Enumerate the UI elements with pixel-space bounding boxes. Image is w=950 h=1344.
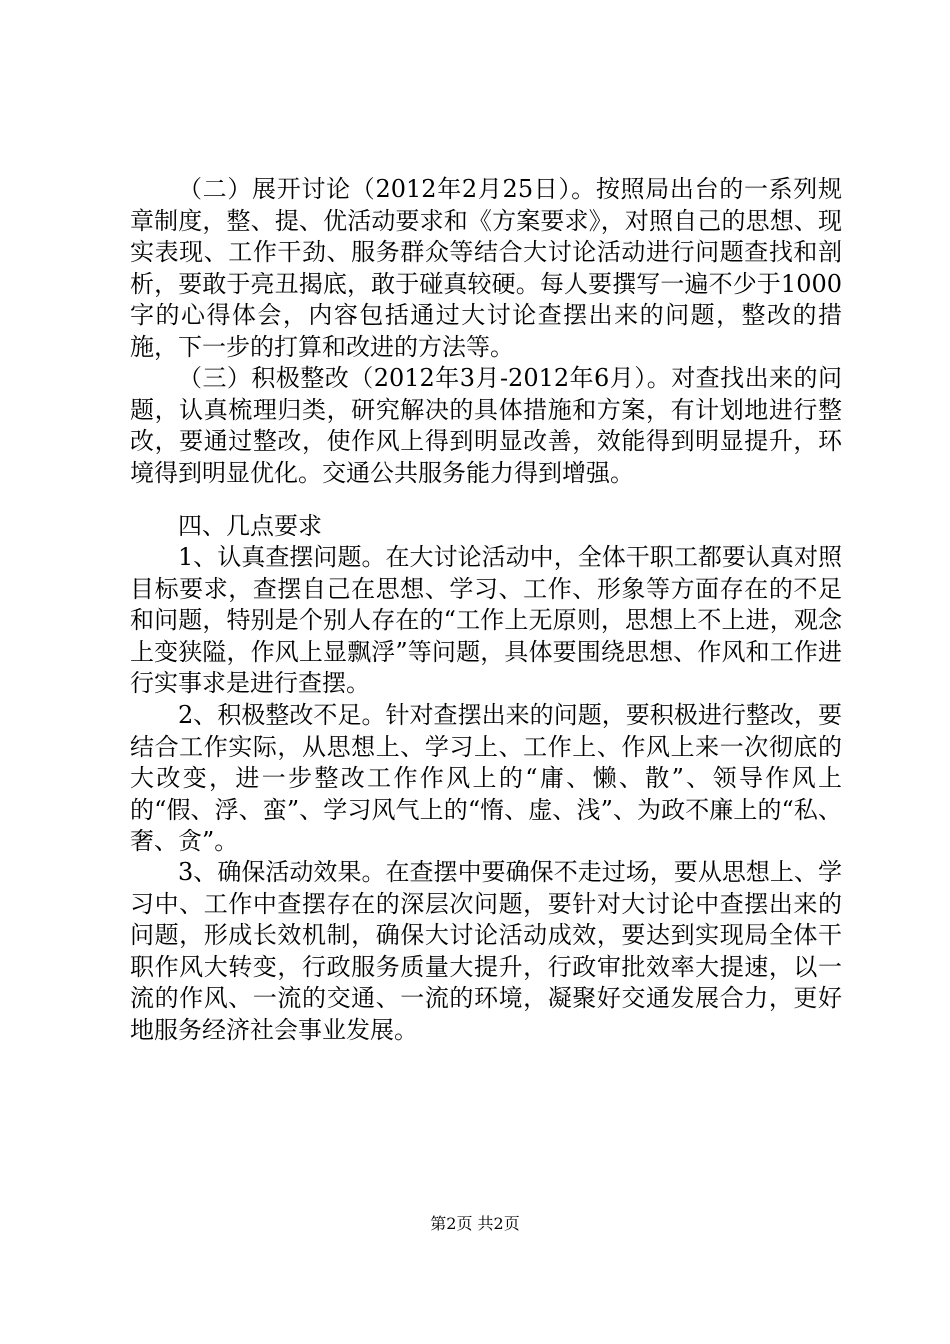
section-heading: 四、几点要求	[178, 512, 322, 540]
paragraph-rectify: （三）积极整改（2012年3月-2012年6月）。对查找出来的问题，认真梳理归类，研究解决的具体措施和方案，有计划地进行整改，要通过整改，使作风上得到明显改善，效能得到明显提升，环境得到明显优化。交通公共服务能力得到增强。	[130, 364, 842, 487]
paragraph-requirement-1: 1、认真查摆问题。在大讨论活动中，全体干职工都要认真对照目标要求，查摆自己在思想、学习、工作、形象等方面存在的不足和问题，特别是个别人存在的“工作上无原则，思想上不上进，观念上变狭隘，作风上显飘浮”等问题，具体要围绕思想、作风和工作进行实事求是进行查摆。	[130, 543, 842, 697]
paragraph-requirement-3: 3、确保活动效果。在查摆中要确保不走过场，要从思想上、学习中、工作中查摆存在的深层次问题，要针对大讨论中查摆出来的问题，形成长效机制，确保大讨论活动成效，要达到实现局全体干职作风大转变，行政服务质量大提升，行政审批效率大提速，以一流的作风、一流的交通、一流的环境，凝聚好交通发展合力，更好地服务经济社会事业发展。	[130, 858, 842, 1044]
page-footer: 第2页 共2页	[430, 1214, 520, 1233]
paragraph-requirement-2: 2、积极整改不足。针对查摆出来的问题，要积极进行整改，要结合工作实际，从思想上、学习上、工作上、作风上来一次彻底的大改变，进一步整改工作作风上的“庸、懒、散”、领导作风上的“假、浮、蛮”、学习风气上的“惰、虚、浅”、为政不廉上的“私、奢、贪”。	[130, 701, 842, 855]
paragraph-discussion: （二）展开讨论（2012年2月25日）。按照局出台的一系列规章制度，整、提、优活动要求和《方案要求》，对照自己的思想、现实表现、工作干劲、服务群众等结合大讨论活动进行问题查找和剖析，要敢于亮丑揭底，敢于碰真较硬。每人要撰写一遍不少于1000字的心得体会，内容包括通过大讨论查摆出来的问题，整改的措施，下一步的打算和改进的方法等。	[130, 175, 842, 361]
